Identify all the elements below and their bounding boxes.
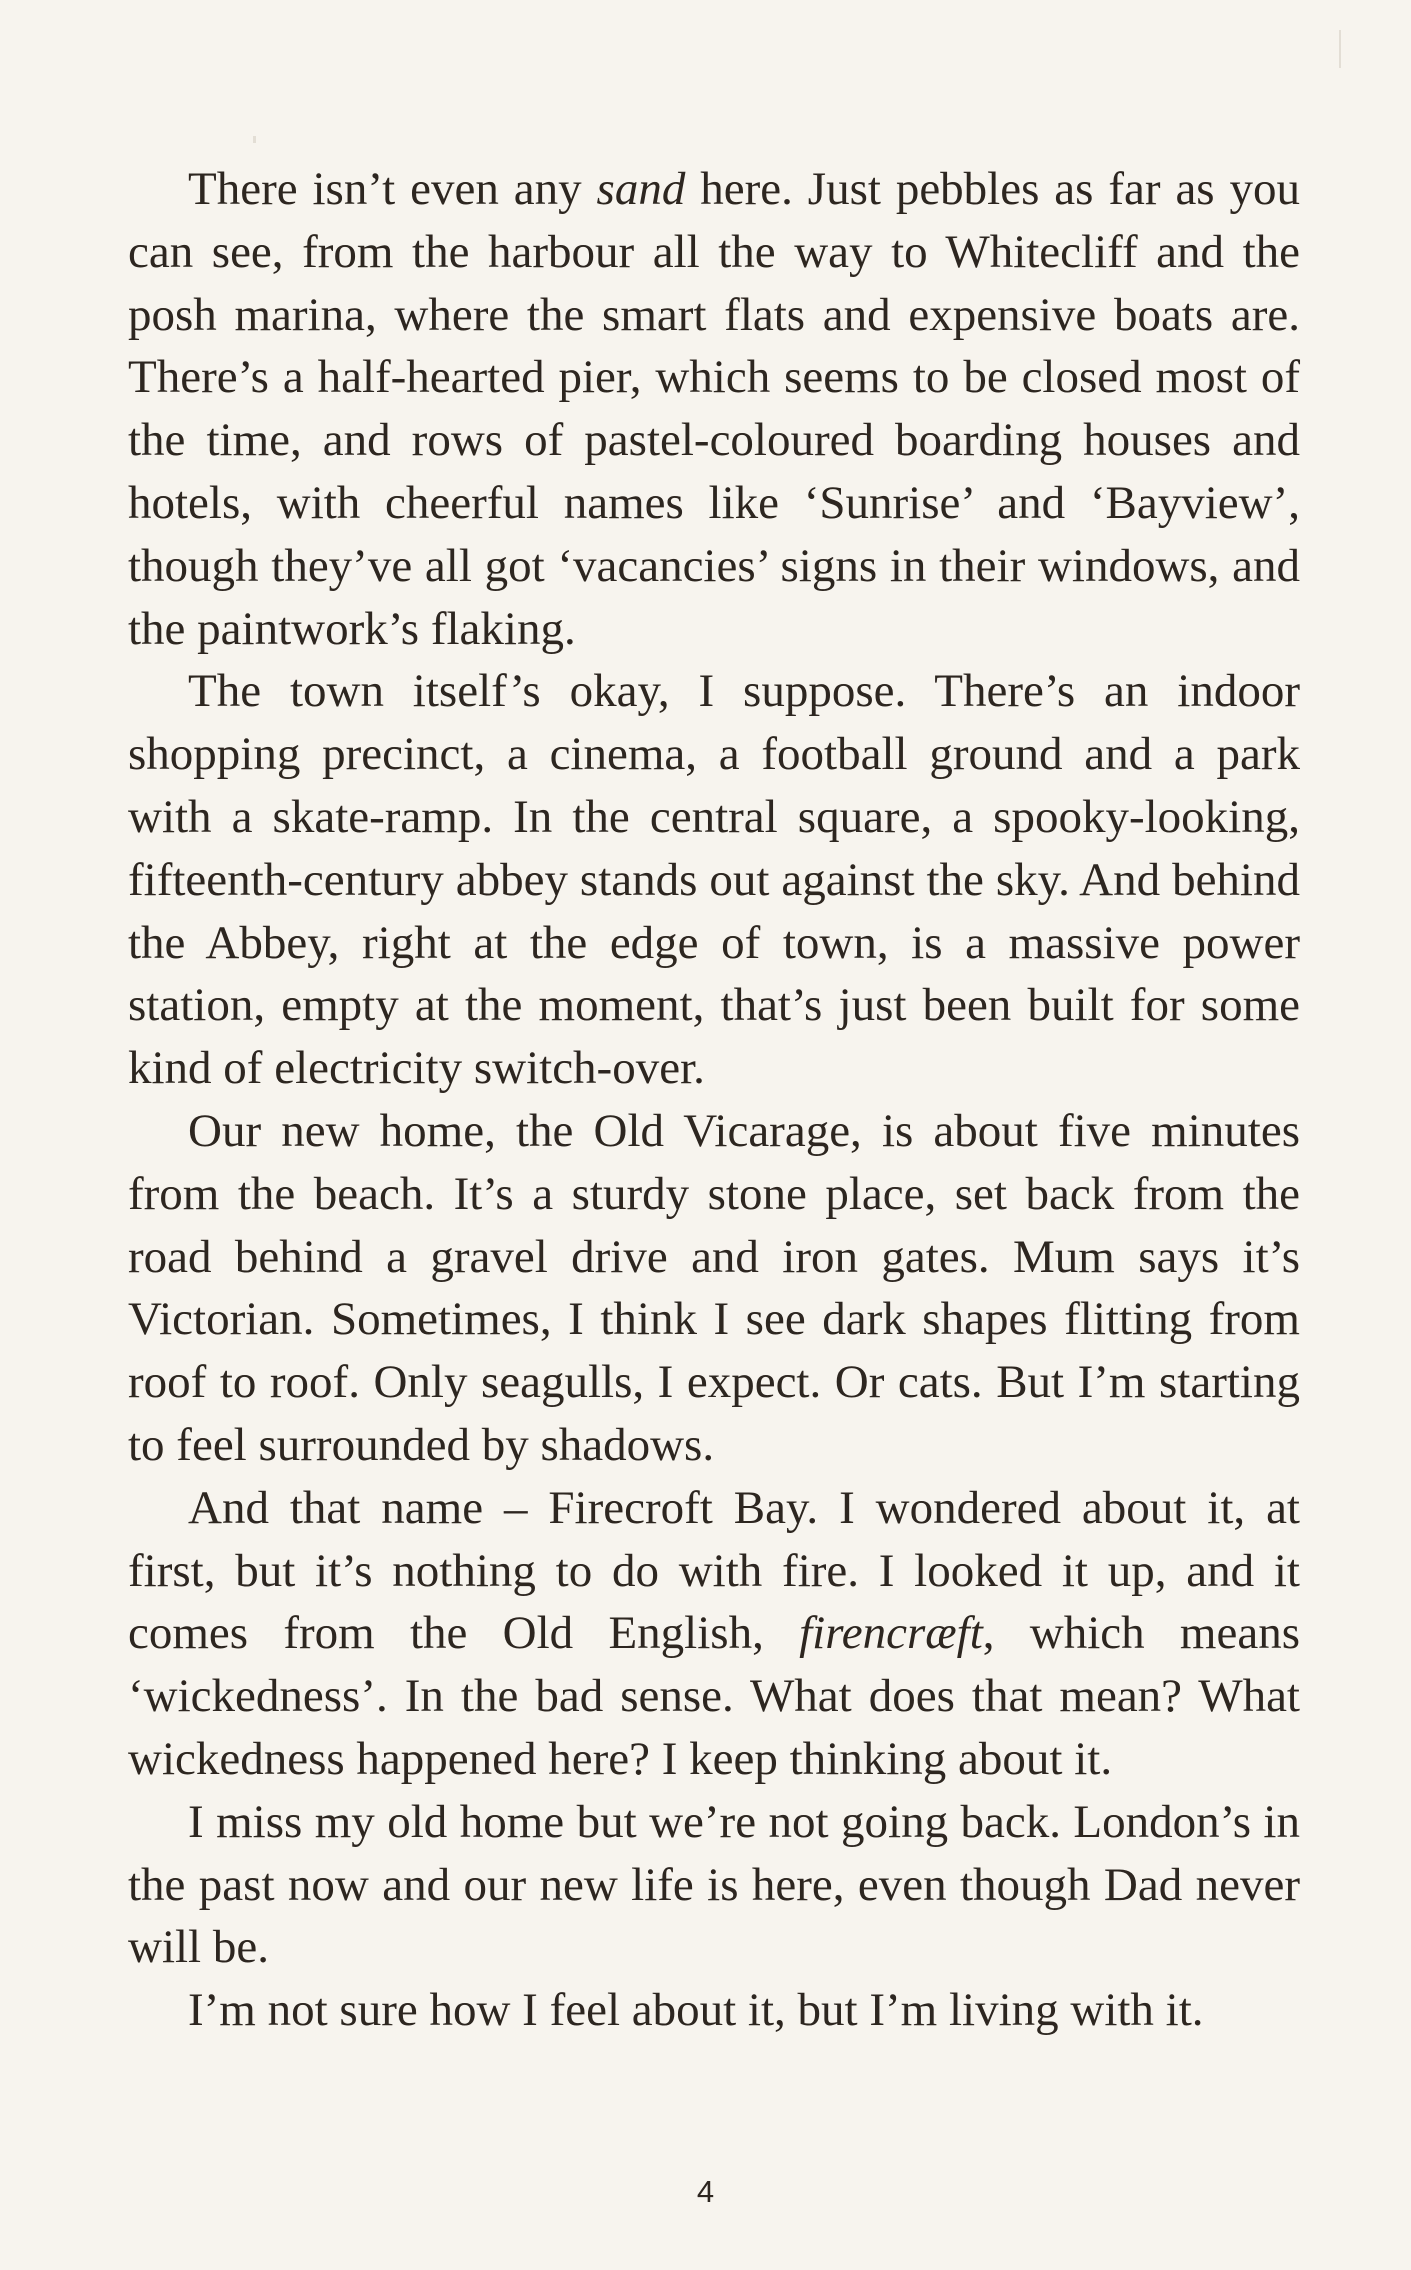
paragraph-1-italic-word: sand	[596, 163, 686, 215]
paragraph-1-text-before: There isn’t even any	[188, 163, 597, 215]
paragraph-3: Our new home, the Old Vicarage, is about five minutes from the beach. It’s a sturdy stone place, set back from the road behind a gravel drive and iron gates. Mum says it’s Victorian. Sometimes, I think I see dark shapes flitting from roof to roof. Only seagulls, I expect. Or cats. But I’m starting to feel surrounded by shadows.	[128, 1104, 1300, 1471]
paragraph-1-text-after: here. Just pebbles as far as you can see, from the harbour all the way to Whitecliff and the posh marina, where the smart flats and expensive boats are. There’s a half-hearted pier, which seems to be closed most of the time, and rows of pastel-coloured boarding houses and hotels, with cheerful names like ‘Sunrise’ and ‘Bayview’, though they’ve all got ‘vacancies’ signs in their windows, and the paintwork’s flaking.	[128, 163, 1301, 655]
paragraph-4-italic-word: firencræft	[799, 1607, 983, 1660]
paragraph-4-text-before: And that name – Firecroft Bay. I wondered about it, at first, but it’s nothing to do with fire. I looked it up, and it comes from the Old English,	[128, 1481, 1300, 1660]
paragraph-2: The town itself’s okay, I suppose. There’s an indoor shopping precinct, a cinema, a football ground and a park with a skate-ramp. In the central square, a spooky-looking, fifteenth-century abbey stands out against the sky. And behind the Abbey, right at the edge of town, is a massive power station, empty at the moment, that’s just been built for some kind of electricity switch-over.	[128, 665, 1300, 1095]
page-number: 4	[696, 2174, 715, 2209]
paper-mark-top	[253, 136, 256, 143]
paragraph-1	[128, 158, 1300, 660]
body-text	[128, 158, 1300, 2042]
paragraph-6: I’m not sure how I feel about it, but I’m living with it.	[188, 1984, 1204, 2037]
paragraph-4	[128, 1477, 1300, 1791]
paragraph-4-text-after: , which means ‘wickedness’. In the bad sense. What does that mean? What wickedness happened here? I keep thinking about it.	[128, 1607, 1301, 1785]
paragraph-5: I miss my old home but we’re not going back. London’s in the past now and our new life is here, even though Dad never will be.	[128, 1795, 1300, 1974]
paper-mark-right	[1339, 30, 1341, 68]
